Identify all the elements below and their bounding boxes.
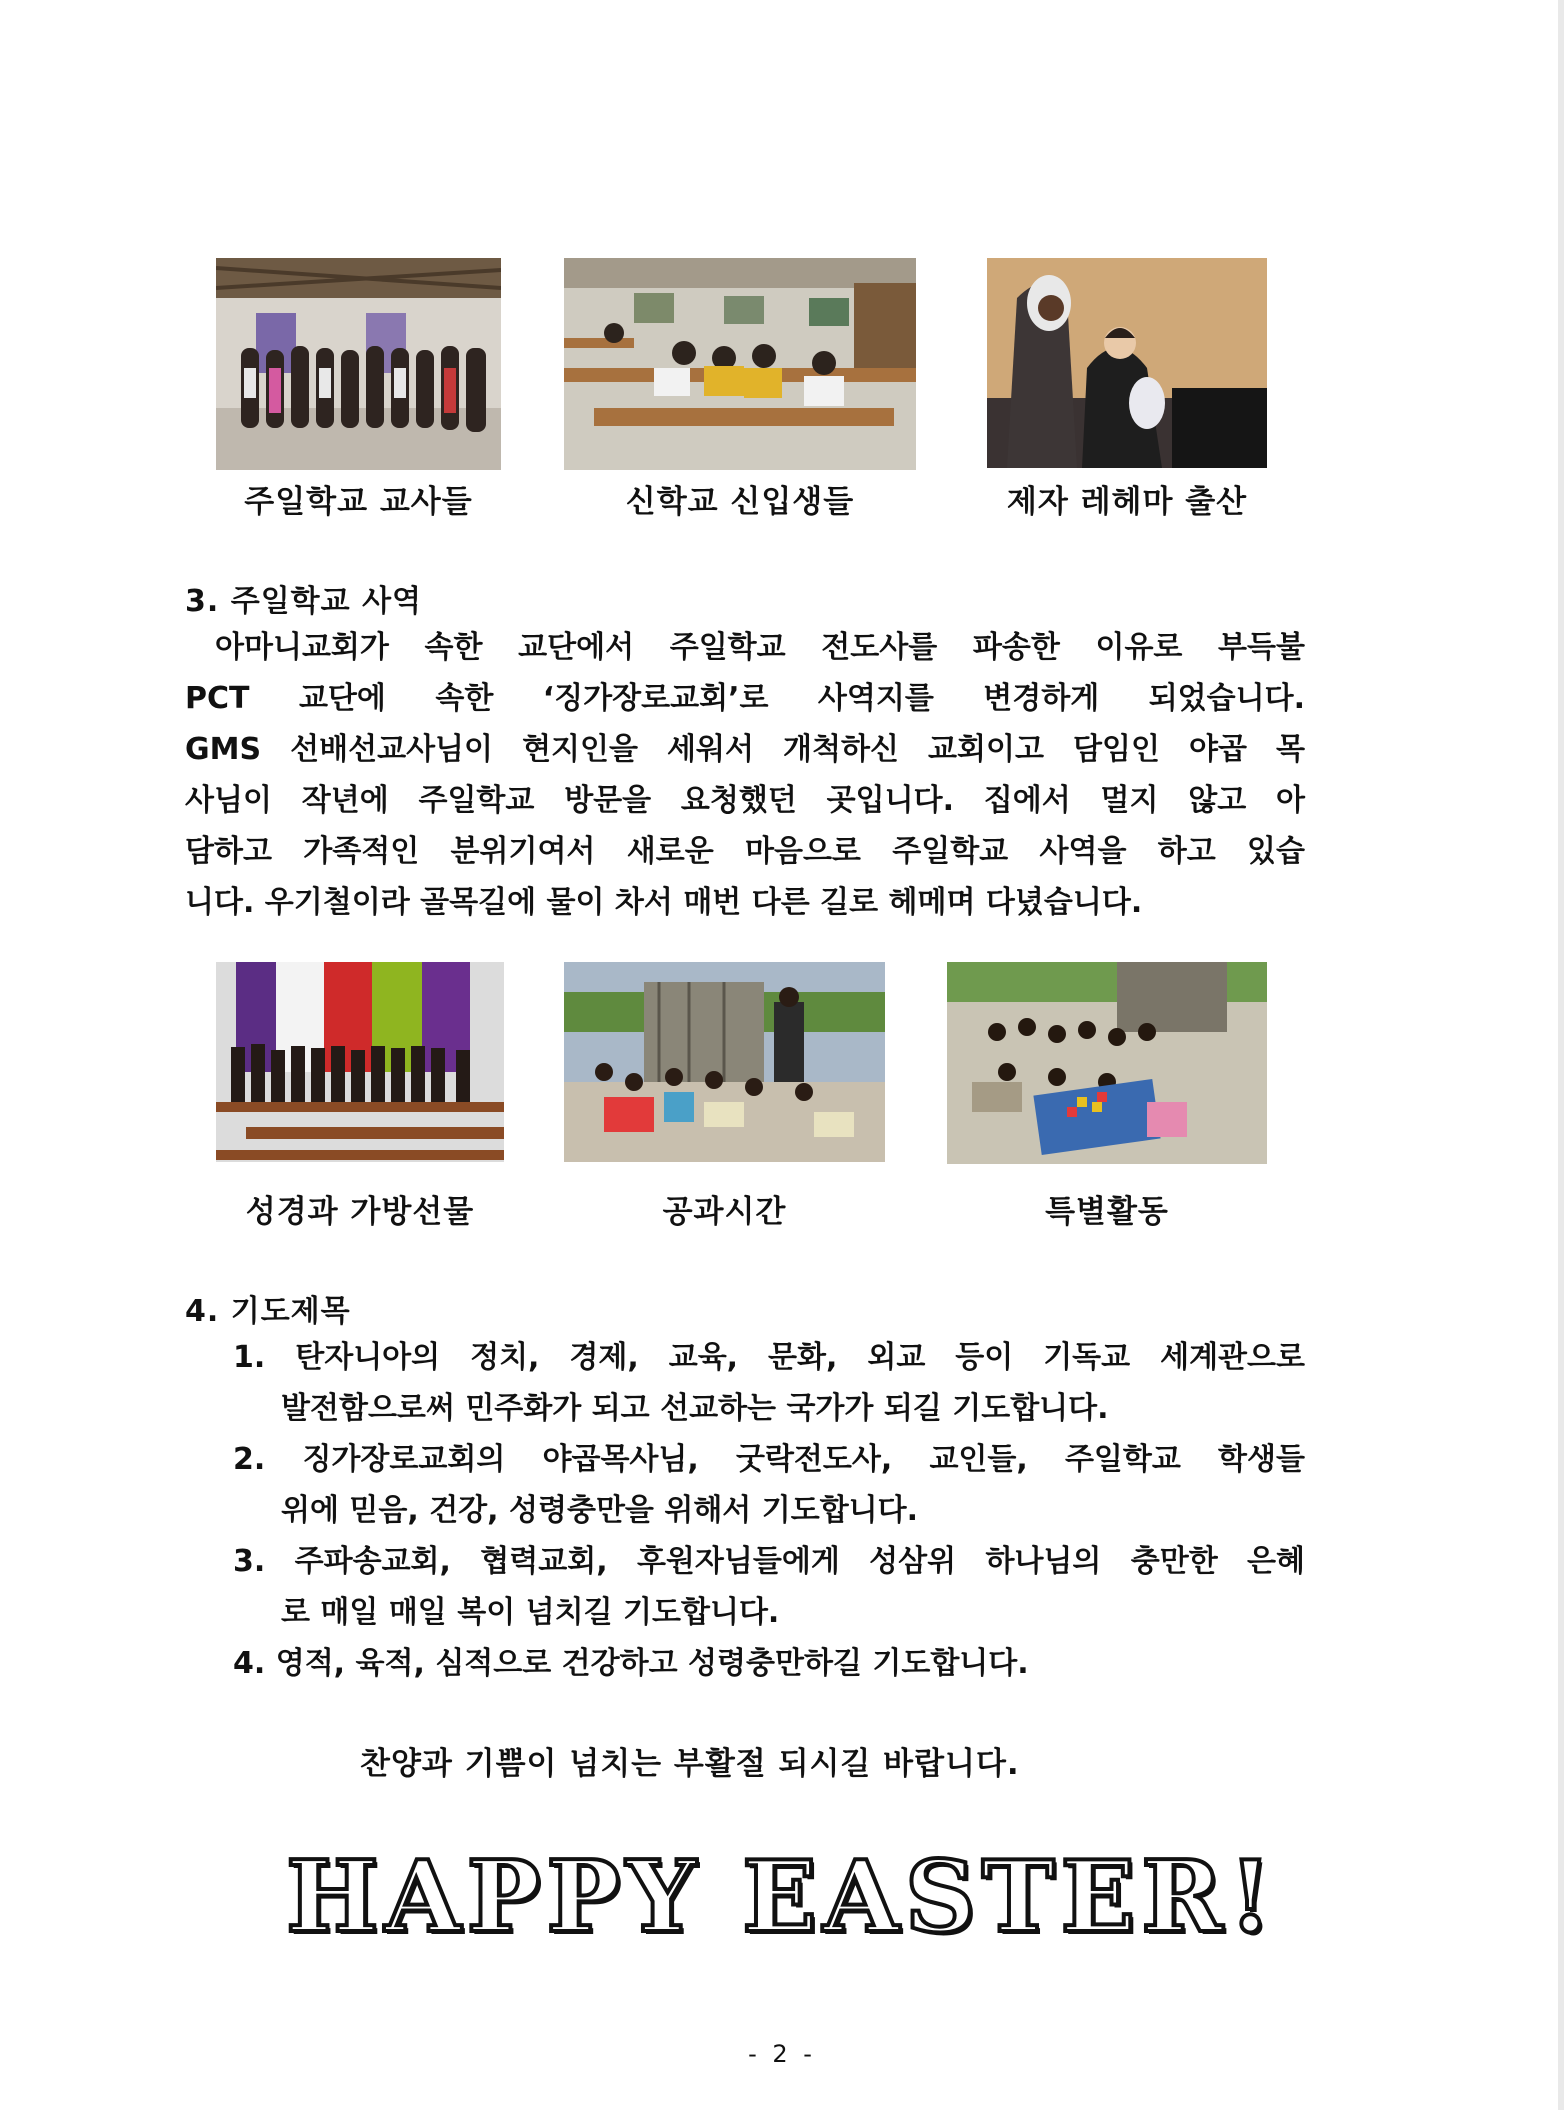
paragraph-line: 사님이 작년에 주일학교 방문을 요청했던 곳입니다. 집에서 멀지 않고 아 [185,783,1305,818]
prayer-item-1-cont: 발전함으로써 민주화가 되고 선교하는 국가가 되길 기도합니다. [281,1391,1109,1426]
prayer-item-3: 3. 주파송교회, 협력교회, 후원자님들에게 성삼위 하나님의 충만한 은혜 [233,1544,1305,1579]
photo-disciple-childbirth [987,258,1267,468]
photo-bible-bag-gift [216,962,504,1162]
section-3-heading: 3. 주일학교 사역 [185,584,423,619]
prayer-item-4: 4. 영적, 육적, 심적으로 건강하고 성령충만하길 기도합니다. [233,1646,1029,1681]
paragraph-line: GMS 선배선교사님이 현지인을 세워서 개척하신 교회이고 담임인 야곱 목 [185,732,1305,767]
caption-photo-5: 공과시간 [662,1194,787,1230]
prayer-item-2: 2. 징가장로교회의 야곱목사님, 굿락전도사, 교인들, 주일학교 학생들 [233,1442,1305,1477]
prayer-list [233,1332,1305,1689]
prayer-item-3-cont: 로 매일 매일 복이 넘치길 기도합니다. [281,1595,780,1630]
happy-easter-banner: HAPPY EASTER! [286,1840,1278,1955]
caption-photo-2: 신학교 신입생들 [625,484,855,520]
photo-sunday-school-teachers [216,258,501,470]
section-3-paragraph [185,622,1305,928]
paragraph-line: PCT 교단에 속한 ‘징가장로교회’로 사역지를 변경하게 되었습니다. [185,681,1305,716]
caption-photo-3: 제자 레헤마 출산 [1006,484,1248,520]
photo-lesson-time [564,962,885,1162]
caption-photo-4: 성경과 가방선물 [245,1194,475,1230]
paragraph-line: 니다. 우기철이라 골목길에 물이 차서 매번 다른 길로 헤메며 다녔습니다. [185,885,1143,920]
paragraph-line: 아마니교회가 속한 교단에서 주일학교 전도사를 파송한 이유로 부득불 [215,630,1305,665]
prayer-item-1: 1. 탄자니아의 정치, 경제, 교육, 문화, 외교 등이 기독교 세계관으로 [233,1340,1305,1375]
closing-message: 찬양과 기쁨이 넘치는 부활절 되시길 바랍니다. [360,1746,1020,1782]
page-edge [1558,0,1564,2110]
photo-seminary-freshmen [564,258,916,470]
page-number: - 2 - [748,2040,816,2068]
caption-photo-6: 특별활동 [1045,1194,1169,1230]
photo-special-activity [947,962,1267,1164]
section-4-heading: 4. 기도제목 [185,1294,351,1329]
caption-photo-1: 주일학교 교사들 [244,484,473,520]
paragraph-line: 담하고 가족적인 분위기여서 새로운 마음으로 주일학교 사역을 하고 있습 [185,834,1305,869]
prayer-item-2-cont: 위에 믿음, 건강, 성령충만을 위해서 기도합니다. [281,1493,919,1528]
